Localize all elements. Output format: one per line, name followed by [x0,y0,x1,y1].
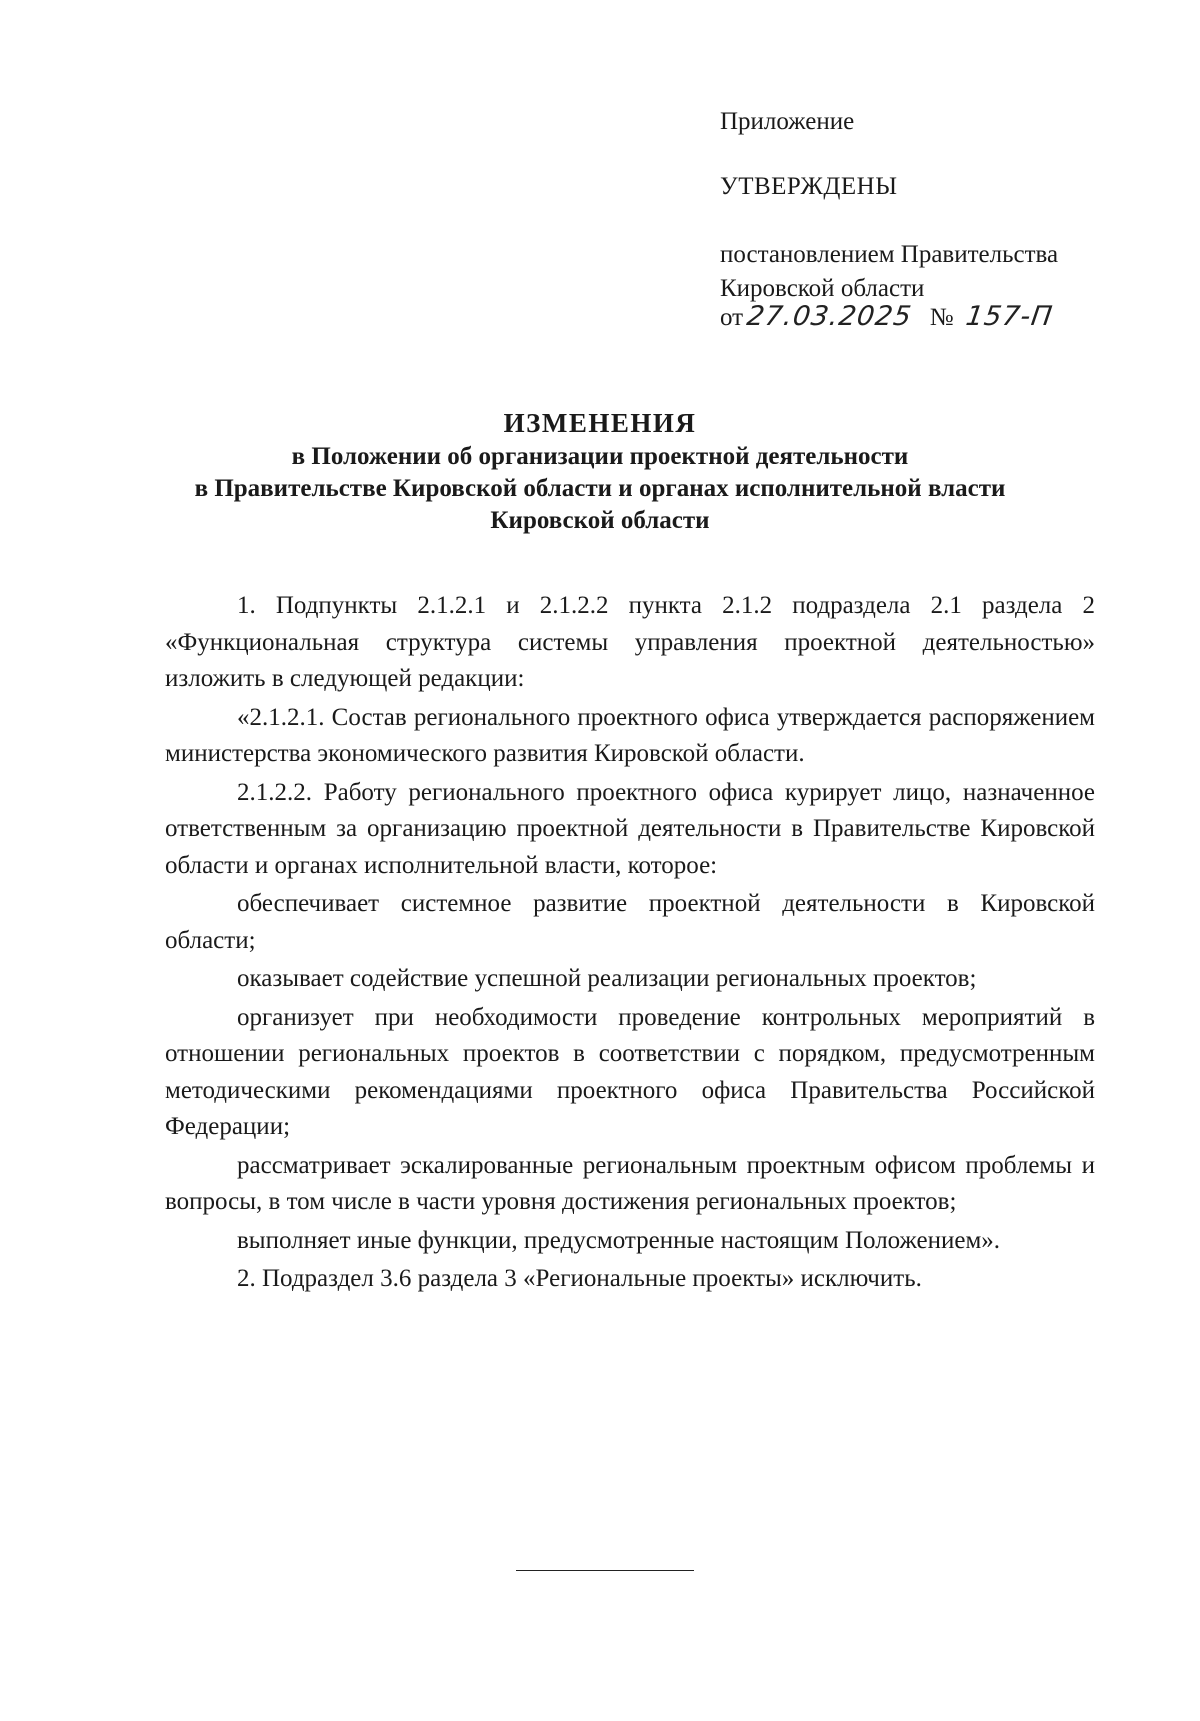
decree-date-line [720,300,1055,335]
decree-line-2: Кировской области [720,275,925,302]
paragraph-function-2: оказывает содействие успешной реализации региональных проектов; [237,965,977,992]
paragraph-function-5: выполняет иные функции, предусмотренные настоящим Положением». [237,1226,1001,1254]
paragraph-item-2: 2. Подраздел 3.6 раздела 3 «Региональные проекты» исключить. [237,1265,922,1292]
number-sign: № [929,304,954,331]
date-prefix: от [720,304,744,331]
document-subtitle-line-2: в Правительстве Кировской области и органах исполнительной власти [194,475,1006,502]
paragraph-function-4: рассматривает эскалированные региональным проектным офисом проблемы и вопросы, в том числе в части уровня достижения региональных проектов; [165,1151,1095,1215]
decree-line-1: постановлением Правительства [720,241,1059,268]
paragraph-subitem-2-1-2-2: 2.1.2.2. Работу регионального проектного офиса курирует лицо, назначенное ответственным за организацию проектной деятельности в Правительстве Кировской области и органах исполнительной власти, которое: [165,778,1095,879]
document-title: ИЗМЕНЕНИЯ [503,408,697,438]
document-subtitle-line-3: Кировской области [490,507,710,534]
document-subtitle-line-1: в Положении об организации проектной деятельности [291,443,909,470]
paragraph-function-3: организует при необходимости проведение контрольных мероприятий в отношении региональных проектов в соответствии с порядком, предусмотренным методическими рекомендациями проектного офиса Правительства Российской Федерации; [165,1003,1095,1140]
handwritten-number: 157-П [963,301,1055,332]
paragraph-subitem-2-1-2-1: «2.1.2.1. Состав регионального проектного офиса утверждается распоряжением министерства экономического развития Кировской области. [165,703,1095,767]
closing-rule [516,1570,694,1571]
appendix-label: Приложение [720,108,855,135]
handwritten-date: 27.03.2025 [745,301,914,332]
paragraph-function-1: обеспечивает системное развитие проектной деятельности в Кировской области; [165,890,1095,954]
document-body [165,588,1095,1298]
paragraph-item-1: 1. Подпункты 2.1.2.1 и 2.1.2.2 пункта 2.1.2 подраздела 2.1 раздела 2 «Функциональная структура системы управления проектной деятельностью» изложить в следующей редакции: [165,592,1095,692]
approved-label: УТВЕРЖДЕНЫ [720,173,898,200]
